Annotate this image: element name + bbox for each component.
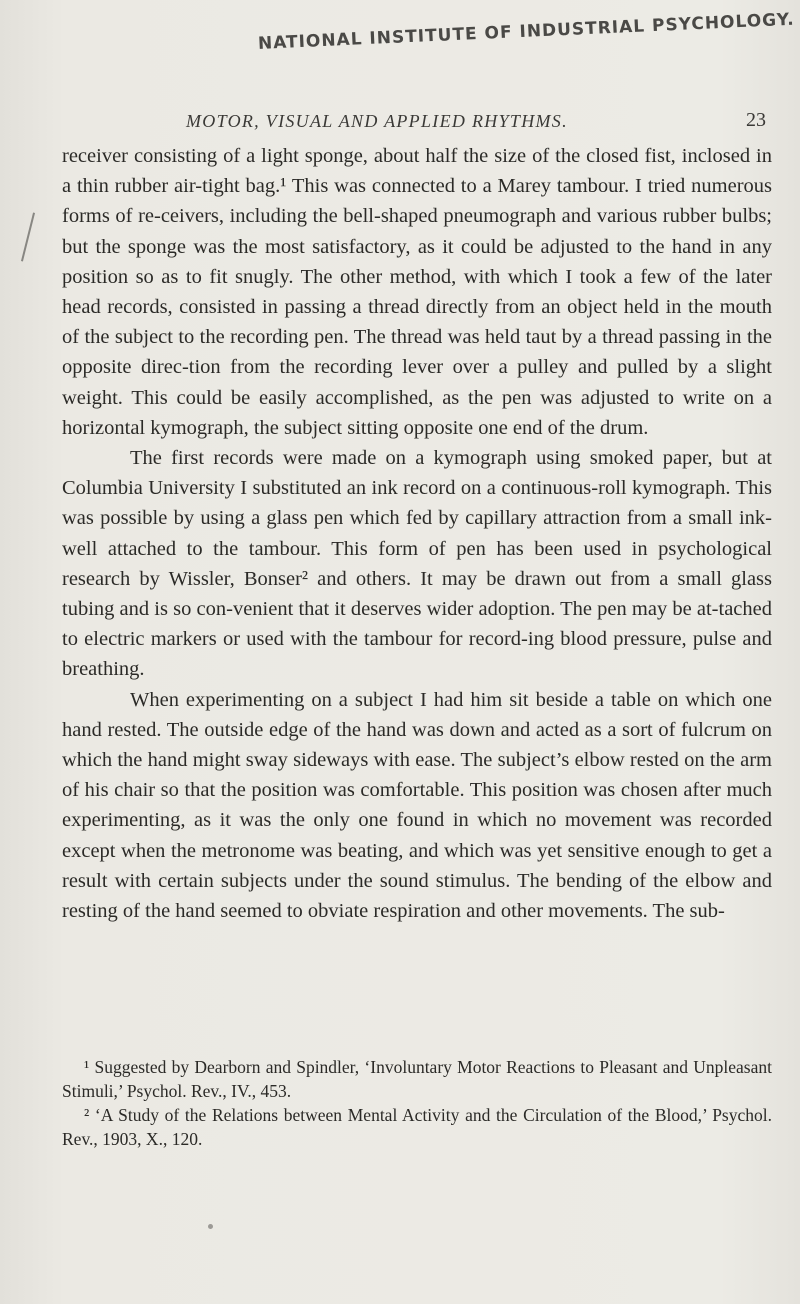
- page-number: 23: [746, 109, 766, 131]
- margin-mark: [21, 213, 35, 262]
- footnote-2: ² ‘A Study of the Relations between Mental Activity and the Circulation of the Blood,’ Psychol. Rev., 1903, X., 120.: [62, 1105, 772, 1149]
- running-head: MOTOR, VISUAL AND APPLIED RHYTHMS.: [186, 111, 568, 131]
- speck: [208, 1224, 213, 1229]
- paragraph-1: receiver consisting of a light sponge, about half the size of the closed fist, inclosed in a thin rubber air-tight bag.¹ This was connected to a Marey tambour. I tried numerous forms of re-ceivers, including the bell-shaped pneumograph and various rubber bulbs; but the sponge was the most satisfactory, as it could be adjusted to the hand in any position so as to fit snugly. The other method, with which I took a few of the later head records, consisted in passing a thread directly from an object held in the mouth of the subject to the recording pen. The thread was held taut by a thread passing in the opposite direc-tion from the recording lever over a pulley and pulled by a slight weight. This could be easily accomplished, as the pen was adjusted to write on a horizontal kymograph, the subject sitting opposite one end of the drum.: [62, 145, 772, 439]
- body-text: [62, 141, 772, 926]
- footnote-1: ¹ Suggested by Dearborn and Spindler, ‘Involuntary Motor Reactions to Pleasant and Unpleasant Stimuli,’ Psychol. Rev., IV., 453.: [62, 1057, 772, 1101]
- footnotes: [62, 1055, 772, 1151]
- paragraph-2: The first records were made on a kymograph using smoked paper, but at Columbia University I substituted an ink record on a continuous-roll kymograph. This was possible by using a glass pen which fed by capillary attraction from a small ink-well attached to the tambour. This form of pen has been used in psychological research by Wissler, Bonser² and others. It may be drawn out from a small glass tubing and is so con-venient that it deserves wider adoption. The pen may be at-tached to electric markers or used with the tambour for record-ing blood pressure, pulse and breathing.: [62, 447, 772, 681]
- paragraph-3: When experimenting on a subject I had him sit beside a table on which one hand rested. The outside edge of the hand was down and acted as a sort of fulcrum on which the hand might sway sideways with ease. The subject’s elbow rested on the arm of his chair so that the position was comfortable. This position was chosen after much experimenting, as it was the only one found in which no movement was recorded except when the metronome was beating, and which was yet sensitive enough to get a result with certain subjects under the sound stimulus. The bending of the elbow and resting of the hand seemed to obviate respiration and other movements. The sub-: [62, 688, 772, 923]
- library-stamp: NATIONAL INSTITUTE OF INDUSTRIAL PSYCHOLOGY.: [257, 9, 796, 54]
